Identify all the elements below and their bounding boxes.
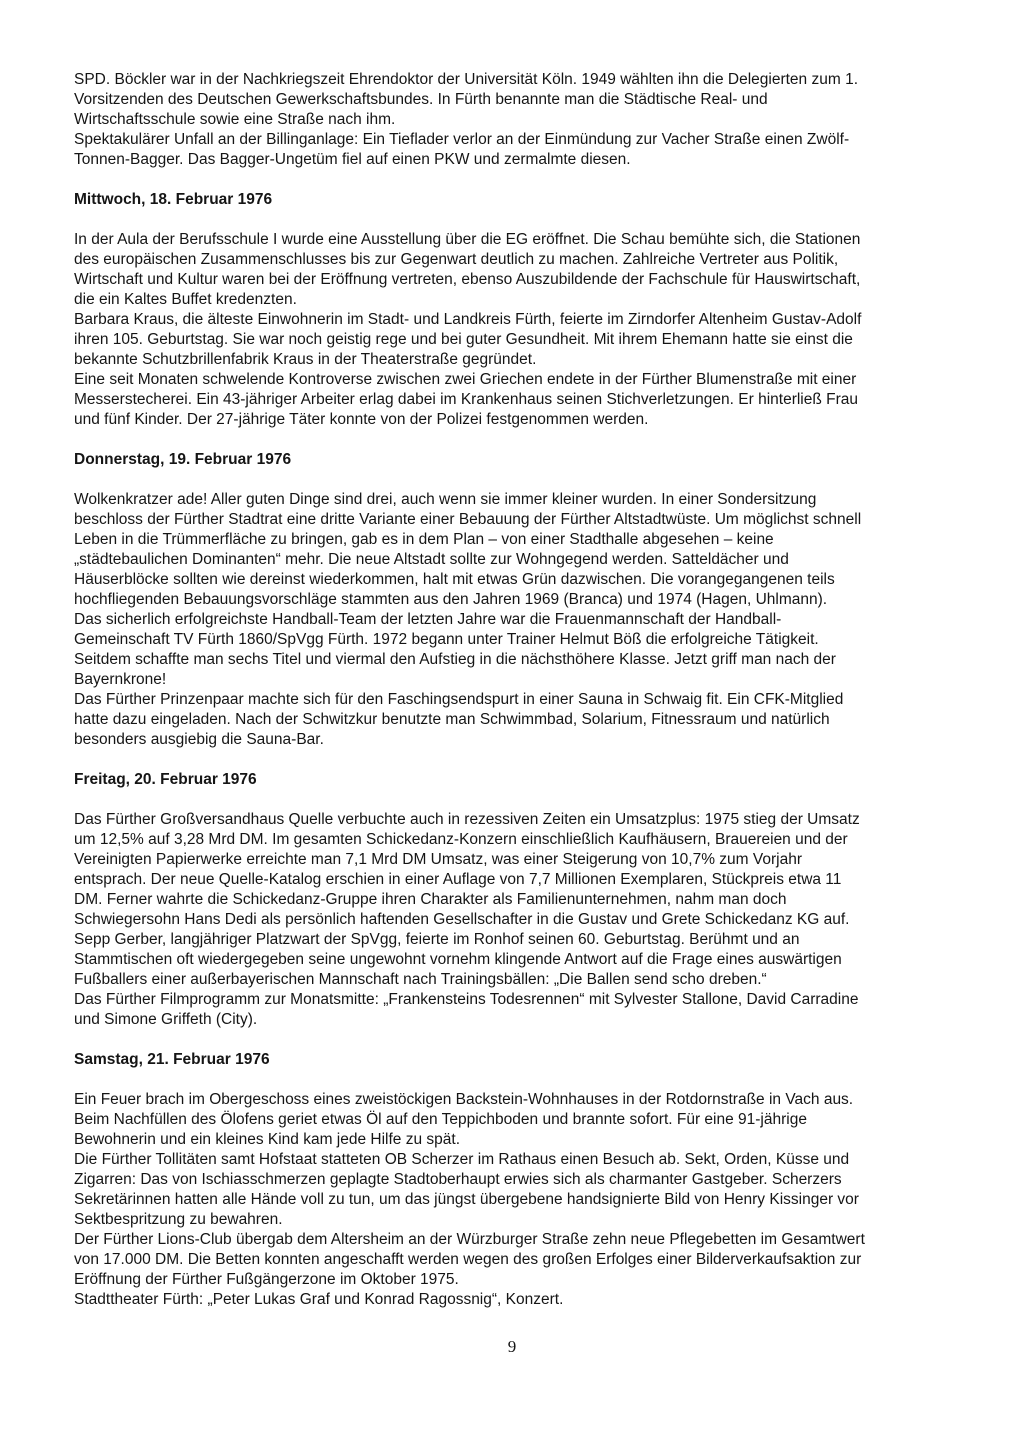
text-line: Vorsitzenden des Deutschen Gewerkschaftsbundes. In Fürth benannte man die Städtische Real- und [74,91,768,108]
paragraph [74,310,964,370]
text-line: Beim Nachfüllen des Ölofens geriet etwas Öl auf den Teppichboden und brannte sofort. Für eine 91-jährige [74,1111,807,1128]
text-line: Seitdem schaffte man sechs Titel und viermal den Aufstieg in die nächsthöhere Klasse. Jetzt griff man nach der [74,651,836,668]
text-line: besonders ausgiebig die Sauna-Bar. [74,731,324,748]
text-line: Stammtischen oft wiedergegeben seine ungewohnt vornehm klingende Antwort auf die Frage eines auswärtigen [74,951,842,968]
text-line: SPD. Böckler war in der Nachkriegszeit Ehrendoktor der Universität Köln. 1949 wählten ihn die Delegierten zum 1. [74,71,858,88]
section-heading: Mittwoch, 18. Februar 1976 [74,191,273,208]
text-line: Messerstecherei. Ein 43-jähriger Arbeiter erlag dabei im Krankenhaus seinen Stichverletzungen. Er hinterließ Frau [74,391,859,408]
text-line: Wirtschaftsschule sowie eine Straße nach ihm. [74,111,396,128]
text-line: Ein Feuer brach im Obergeschoss eines zweistöckigen Backstein-Wohnhauses in der Rotdornstraße in Vach aus. [74,1091,854,1108]
paragraph [74,370,964,430]
text-line: Fußballers einer außerbayerischen Mannschaft nach Trainingsbällen: „Die Ballen send scho dreben.“ [74,971,767,988]
text-line: von 17.000 DM. Die Betten konnten angeschafft werden wegen des großen Erfolges einer Bilderverkaufsaktion zur [74,1251,862,1268]
paragraph [74,1090,964,1150]
text-line: die ein Kaltes Buffet kredenzten. [74,291,297,308]
section-heading: Samstag, 21. Februar 1976 [74,1051,270,1068]
text-line: Sekretärinnen hatten alle Hände voll zu tun, um das jüngst übergebene handsignierte Bild von Henry Kissinger vor [74,1191,859,1208]
text-line: Das Fürther Großversandhaus Quelle verbuchte auch in rezessiven Zeiten ein Umsatzplus: 1975 stieg der Umsatz [74,811,860,828]
text-line: Wirtschaft und Kultur waren bei der Eröffnung vertreten, ebenso Auszubildende der Fachschule für Hauswirtschaft, [74,271,861,288]
text-line: Schwiegersohn Hans Dedi als persönlich haftenden Gesellschafter in die Gustav und Grete Schickedanz KG auf. [74,911,850,928]
text-line: Der Fürther Lions-Club übergab dem Altersheim an der Würzburger Straße zehn neue Pflegebetten im Gesamtwert [74,1231,865,1248]
text-line: Das sicherlich erfolgreichste Handball-Team der letzten Jahre war die Frauenmannschaft der Handball- [74,611,782,628]
text-line: „städtebaulichen Dominanten“ mehr. Die neue Altstadt sollte zur Wohngegend werden. Satteldächer und [74,551,789,568]
paragraph [74,1290,964,1310]
paragraph [74,690,964,750]
text-line: und Simone Griffeth (City). [74,1011,258,1028]
text-line: ihren 105. Geburtstag. Sie war noch geistig rege und bei guter Gesundheit. Mit ihrem Ehemann hatte sie einst die [74,331,853,348]
text-line: entsprach. Der neue Quelle-Katalog erschien in einer Auflage von 7,7 Millionen Exemplaren, Stückpreis etwa 11 [74,871,842,888]
section-heading: Donnerstag, 19. Februar 1976 [74,451,292,468]
paragraph [74,1230,964,1290]
text-line: bekannte Schutzbrillenfabrik Kraus in der Theaterstraße gegründet. [74,351,537,368]
page-body [74,70,964,1310]
text-line: Das Fürther Prinzenpaar machte sich für den Faschingsendspurt in einer Sauna in Schwaig fit. Ein CFK-Mitglied [74,691,844,708]
text-line: In der Aula der Berufsschule I wurde eine Ausstellung über die EG eröffnet. Die Schau bemühte sich, die Stationen [74,231,861,248]
text-line: Eine seit Monaten schwelende Kontroverse zwischen zwei Griechen endete in der Fürther Blumenstraße mit einer [74,371,857,388]
paragraph [74,930,964,990]
text-line: DM. Ferner wahrte die Schickedanz-Gruppe ihren Charakter als Familienunternehmen, nahm man doch [74,891,787,908]
text-line: Eröffnung der Fürther Fußgängerzone im Oktober 1975. [74,1271,459,1288]
text-line: Vereinigten Papierwerke erreichte man 7,1 Mrd DM Umsatz, was einer Steigerung von 10,7% zum Vorjahr [74,851,802,868]
paragraph [74,230,964,310]
text-line: Tonnen-Bagger. Das Bagger-Ungetüm fiel auf einen PKW und zermalmte diesen. [74,151,631,168]
paragraph [74,490,964,610]
text-line: Sektbespritzung zu bewahren. [74,1211,283,1228]
text-line: Bewohnerin und ein kleines Kind kam jede Hilfe zu spät. [74,1131,461,1148]
text-line: Bayernkrone! [74,671,167,688]
paragraph [74,70,964,130]
text-line: Spektakulärer Unfall an der Billinganlage: Ein Tieflader verlor an der Einmündung zur Vacher Straße einen Zwölf- [74,131,850,148]
text-line: Stadttheater Fürth: „Peter Lukas Graf und Konrad Ragossnig“, Konzert. [74,1291,564,1308]
text-line: Leben in die Trümmerfläche zu bringen, gab es in dem Plan – von einer Stadthalle abgesehen – keine [74,531,774,548]
text-line: Häuserblöcke sollten wie dereinst wiederkommen, halt mit etwas Grün dazwischen. Die vorangegangenen teils [74,571,835,588]
text-line: und fünf Kinder. Der 27-jährige Täter konnte von der Polizei festgenommen werden. [74,411,649,428]
text-line: des europäischen Zusammenschlusses bis zur Gegenwart deutlich zu machen. Zahlreiche Vertreter aus Politik, [74,251,839,268]
text-line: hochfliegenden Bebauungsvorschläge stammten aus den Jahren 1969 (Branca) und 1974 (Hagen, Uhlmann). [74,591,828,608]
text-line: um 12,5% auf 3,28 Mrd DM. Im gesamten Schickedanz-Konzern einschließlich Kaufhäusern, Brauereien und der [74,831,848,848]
paragraph [74,130,964,170]
paragraph [74,990,964,1030]
text-line: beschloss der Fürther Stadtrat eine dritte Variante einer Bebauung der Fürther Altstadtwüste. Um möglichst schnell [74,511,862,528]
text-line: Die Fürther Tollitäten samt Hofstaat statteten OB Scherzer im Rathaus einen Besuch ab. Sekt, Orden, Küsse und [74,1151,850,1168]
paragraph [74,1150,964,1230]
section-heading: Freitag, 20. Februar 1976 [74,771,257,788]
text-line: Wolkenkratzer ade! Aller guten Dinge sind drei, auch wenn sie immer kleiner wurden. In einer Sondersitzung [74,491,817,508]
paragraph [74,610,964,690]
text-line: hatte dazu eingeladen. Nach der Schwitzkur benutzte man Schwimmbad, Solarium, Fitnessraum und natürlich [74,711,830,728]
text-line: Das Fürther Filmprogramm zur Monatsmitte: „Frankensteins Todesrennen“ mit Sylvester Stallone, David Carradine [74,991,859,1008]
text-line: Barbara Kraus, die älteste Einwohnerin im Stadt- und Landkreis Fürth, feierte im Zirndorfer Altenheim Gustav-Adolf [74,311,862,328]
page-number: 9 [507,1337,517,1356]
text-line: Zigarren: Das von Ischiasschmerzen geplagte Stadtoberhaupt erwies sich als charmanter Gastgeber. Scherzers [74,1171,842,1188]
text-line: Sepp Gerber, langjähriger Platzwart der SpVgg, feierte im Ronhof seinen 60. Geburtstag. Berühmt und an [74,931,800,948]
text-line: Gemeinschaft TV Fürth 1860/SpVgg Fürth. 1972 begann unter Trainer Helmut Böß die erfolgreiche Tätigkeit. [74,631,819,648]
paragraph [74,810,964,930]
